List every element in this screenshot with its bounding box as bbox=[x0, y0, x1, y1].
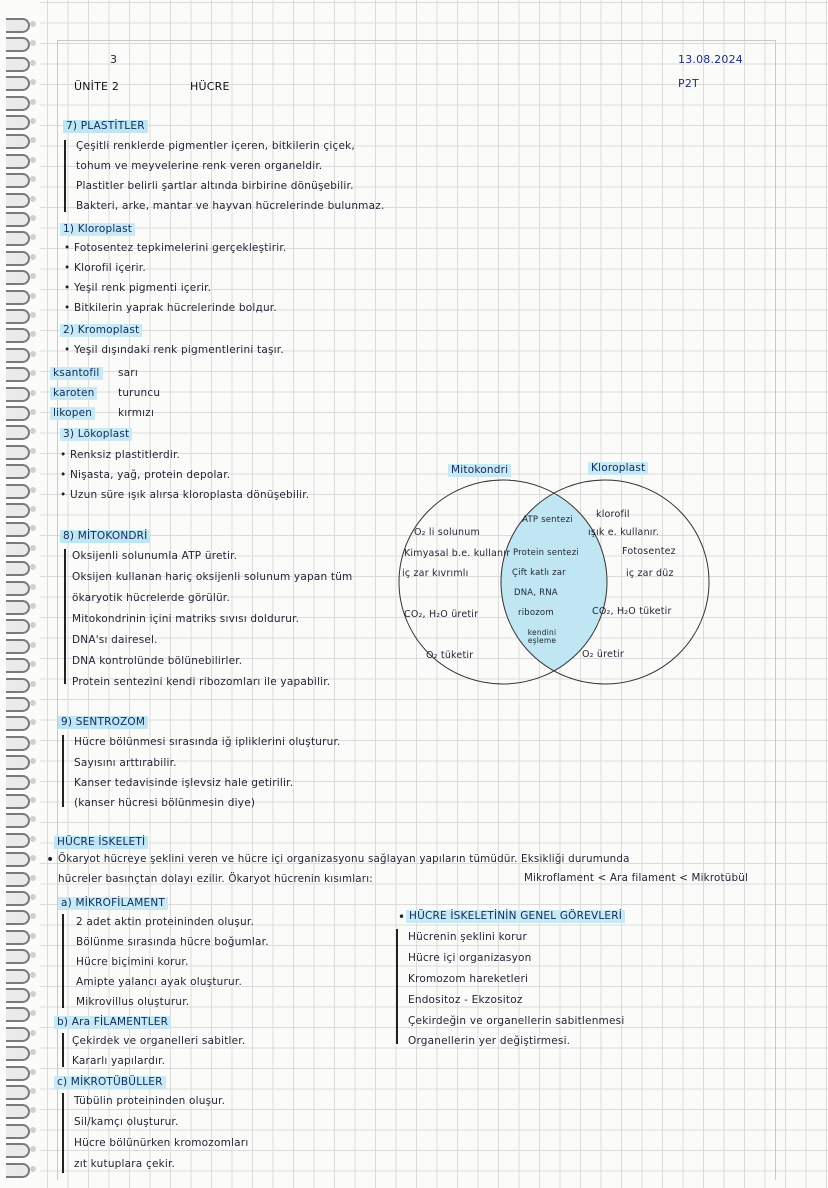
venn-left-item: CO₂, H₂O üretir bbox=[404, 609, 479, 620]
plastids-line: Çeşitli renklerde pigmentler içeren, bitkilerin çiçek, bbox=[76, 140, 355, 152]
spiral-ring bbox=[6, 600, 30, 615]
spiral-ring bbox=[6, 1066, 30, 1081]
general-heading: HÜCRE İSKELETİNİN GENEL GÖREVLERİ bbox=[406, 910, 625, 923]
plastids-line: Bakteri, arke, mantar ve hayvan hücrelerinde bulunmaz. bbox=[76, 200, 385, 212]
microfilament-line: 2 adet aktin proteininden oluşur. bbox=[76, 916, 254, 928]
spiral-ring bbox=[6, 1007, 30, 1022]
spiral-ring bbox=[6, 406, 30, 421]
venn-middle-item: ribozom bbox=[518, 608, 554, 618]
plastids-line: tohum ve meyvelerine renk veren organeldir. bbox=[76, 160, 323, 172]
general-bullet: • bbox=[398, 910, 406, 924]
microtubule-heading: c) MİKROTÜBÜLLER bbox=[54, 1076, 166, 1089]
binding-hole bbox=[30, 778, 36, 784]
plastids-bracket bbox=[64, 140, 66, 212]
venn-left-item: iç zar kıvrımlı bbox=[402, 568, 469, 579]
binding-hole bbox=[30, 118, 36, 124]
binding-hole bbox=[30, 836, 36, 842]
microfilament-line: Bölünme sırasında hücre boğumlar. bbox=[76, 936, 269, 948]
binding-hole bbox=[30, 758, 36, 764]
chloroplast-line: • Klorofil içerir. bbox=[74, 263, 146, 274]
intermediate-bracket bbox=[62, 1033, 64, 1067]
venn-left-title: Mitokondri bbox=[448, 464, 511, 477]
spiral-ring bbox=[6, 716, 30, 731]
binding-hole bbox=[30, 700, 36, 706]
microtubule-bracket bbox=[62, 1093, 64, 1173]
binding-hole bbox=[30, 991, 36, 997]
spiral-ring bbox=[6, 1085, 30, 1100]
centrosome-line: Sayısını arttırabilir. bbox=[74, 757, 177, 769]
cytoskeleton-intro: Ökaryot hücreye şeklini veren ve hücre içi organizasyonu sağlayan yapıların tümüdür. Eksikliği durumunda bbox=[58, 853, 630, 865]
general-line: Organellerin yer değiştirmesi. bbox=[408, 1035, 571, 1047]
binding-hole bbox=[30, 913, 36, 919]
spiral-ring bbox=[6, 18, 30, 33]
spiral-ring bbox=[6, 658, 30, 673]
top-border-line bbox=[57, 40, 776, 41]
margin-line bbox=[57, 40, 58, 1180]
venn-right-item: Fotosentez bbox=[622, 546, 676, 557]
spiral-ring bbox=[6, 76, 30, 91]
binding-hole bbox=[30, 603, 36, 609]
pigment-color: sarı bbox=[118, 367, 138, 379]
chloroplast-line: • Fotosentez tepkimelerini gerçekleştirir. bbox=[74, 243, 286, 254]
spiral-ring bbox=[6, 328, 30, 343]
mitochondria-line: DNA kontrolünde bölünebilirler. bbox=[72, 655, 243, 667]
microtubule-line: Hücre bölünürken kromozomları bbox=[74, 1137, 249, 1149]
spiral-ring bbox=[6, 212, 30, 227]
binding-hole bbox=[30, 584, 36, 590]
venn-right-item: klorofil bbox=[596, 509, 630, 520]
binding-hole bbox=[30, 312, 36, 318]
spiral-binding bbox=[0, 0, 40, 1188]
spiral-ring bbox=[6, 251, 30, 266]
spiral-ring bbox=[6, 910, 30, 925]
pigment-color: turuncu bbox=[118, 387, 161, 399]
spiral-ring bbox=[6, 348, 30, 363]
leucoplast-line: • Nişasta, yağ, protein depolar. bbox=[70, 470, 230, 481]
mitochondria-line: DNA'sı dairesel. bbox=[72, 634, 158, 646]
binding-hole bbox=[30, 719, 36, 725]
binding-hole bbox=[30, 40, 36, 46]
spiral-ring bbox=[6, 231, 30, 246]
spiral-ring bbox=[6, 542, 30, 557]
chloroplast-heading: 1) Kloroplast bbox=[60, 223, 135, 236]
spiral-ring bbox=[6, 154, 30, 169]
spiral-ring bbox=[6, 833, 30, 848]
cytoskeleton-heading: HÜCRE İSKELETİ bbox=[54, 836, 148, 849]
microfilament-line: Mikrovillus oluşturur. bbox=[76, 996, 190, 1008]
binding-hole bbox=[30, 215, 36, 221]
binding-hole bbox=[30, 21, 36, 27]
spiral-ring bbox=[6, 930, 30, 945]
spiral-ring bbox=[6, 813, 30, 828]
microfilament-heading: a) MİKROFİLAMENT bbox=[58, 897, 168, 910]
venn-middle-item: DNA, RNA bbox=[514, 588, 558, 598]
microtubule-line: zıt kutuplara çekir. bbox=[74, 1158, 176, 1170]
binding-hole bbox=[30, 1166, 36, 1172]
general-line: Endositoz - Ekzositoz bbox=[408, 994, 523, 1006]
centrosome-bracket bbox=[62, 735, 64, 807]
spiral-ring bbox=[6, 1046, 30, 1061]
spiral-ring bbox=[6, 872, 30, 887]
chloroplast-line: • Yeşil renk pigmenti içerir. bbox=[74, 283, 211, 294]
binding-hole bbox=[30, 254, 36, 260]
mitochondria-line: Oksijen kullanan hariç oksijenli solunum yapan tüm bbox=[72, 571, 353, 583]
spiral-ring bbox=[6, 852, 30, 867]
centrosome-line: (kanser hücresi bölünmesin diye) bbox=[74, 797, 256, 809]
right-border-line bbox=[775, 40, 776, 1180]
spiral-ring bbox=[6, 581, 30, 596]
binding-hole bbox=[30, 622, 36, 628]
binding-hole bbox=[30, 816, 36, 822]
microtubule-line: Tübülin proteininden oluşur. bbox=[74, 1095, 226, 1107]
spiral-ring bbox=[6, 290, 30, 305]
venn-right-item: ışık e. kullanır. bbox=[588, 527, 660, 538]
binding-hole bbox=[30, 545, 36, 551]
day-label: P2T bbox=[678, 77, 699, 90]
spiral-ring bbox=[6, 1143, 30, 1158]
spiral-ring bbox=[6, 1124, 30, 1139]
spiral-ring bbox=[6, 445, 30, 460]
venn-left-item: Kimyasal b.e. kullanır bbox=[404, 548, 511, 559]
mitochondria-line: Oksijenli solunumla ATP üretir. bbox=[72, 550, 238, 562]
binding-hole bbox=[30, 60, 36, 66]
binding-hole bbox=[30, 506, 36, 512]
spiral-ring bbox=[6, 794, 30, 809]
spiral-ring bbox=[6, 193, 30, 208]
binding-hole bbox=[30, 797, 36, 803]
pigment-color: kırmızı bbox=[118, 407, 155, 419]
spiral-ring bbox=[6, 1104, 30, 1119]
spiral-ring bbox=[6, 464, 30, 479]
binding-hole bbox=[30, 1088, 36, 1094]
spiral-ring bbox=[6, 639, 30, 654]
binding-hole bbox=[30, 448, 36, 454]
venn-right-title: Kloroplast bbox=[588, 462, 648, 475]
spiral-ring bbox=[6, 173, 30, 188]
spiral-ring bbox=[6, 1027, 30, 1042]
binding-hole bbox=[30, 176, 36, 182]
spiral-ring bbox=[6, 367, 30, 382]
binding-hole bbox=[30, 739, 36, 745]
binding-hole bbox=[30, 273, 36, 279]
spiral-ring bbox=[6, 561, 30, 576]
binding-hole bbox=[30, 972, 36, 978]
spiral-ring bbox=[6, 736, 30, 751]
mitochondria-line: Mitokondrinin içini matriks sıvısı doldurur. bbox=[72, 613, 300, 625]
binding-hole bbox=[30, 234, 36, 240]
mitochondria-bracket bbox=[64, 549, 66, 684]
binding-hole bbox=[30, 642, 36, 648]
spiral-ring bbox=[6, 678, 30, 693]
spiral-ring bbox=[6, 755, 30, 770]
binding-hole bbox=[30, 855, 36, 861]
centrosome-line: Kanser tedavisinde işlevsiz hale getirilir. bbox=[74, 777, 294, 789]
spiral-ring bbox=[6, 522, 30, 537]
venn-right-item: O₂ üretir bbox=[582, 649, 624, 660]
binding-hole bbox=[30, 564, 36, 570]
binding-hole bbox=[30, 351, 36, 357]
intermediate-line: Kararlı yapılardır. bbox=[72, 1055, 166, 1067]
binding-hole bbox=[30, 1146, 36, 1152]
binding-hole bbox=[30, 933, 36, 939]
date-label: 13.08.2024 bbox=[678, 53, 743, 66]
venn-left-item: O₂ li solunum bbox=[414, 527, 480, 538]
cytoskeleton-intro-highlight: Mikroflament < Ara filament < Mikrotübül bbox=[524, 872, 749, 884]
binding-hole bbox=[30, 875, 36, 881]
binding-hole bbox=[30, 1010, 36, 1016]
general-line: Çekirdeğin ve organellerin sabitlenmesi bbox=[408, 1015, 625, 1027]
leucoplast-heading: 3) Lökoplast bbox=[60, 428, 132, 441]
binding-hole bbox=[30, 1107, 36, 1113]
cytoskeleton-intro: hücreler basınçtan dolayı ezilir. Ökaryot hücrenin kısımları: bbox=[58, 873, 373, 885]
microfilament-bracket bbox=[62, 914, 64, 1008]
venn-right-item: iç zar düz bbox=[626, 568, 674, 579]
unit-label: ÜNİTE 2 bbox=[74, 80, 120, 93]
venn-middle-item: Çift katlı zar bbox=[512, 568, 566, 578]
chromoplast-line: • Yeşil dışındaki renk pigmentlerini taşır. bbox=[74, 345, 284, 356]
binding-hole bbox=[30, 952, 36, 958]
microfilament-line: Hücre biçimini korur. bbox=[76, 956, 189, 968]
spiral-ring bbox=[6, 115, 30, 130]
general-line: Hücrenin şeklini korur bbox=[408, 931, 528, 943]
mitochondria-line: Protein sentezini kendi ribozomları ile yapabilir. bbox=[72, 676, 331, 688]
leucoplast-line: • Uzun süre ışık alırsa kloroplasta dönüşebilir. bbox=[70, 490, 309, 501]
spiral-ring bbox=[6, 425, 30, 440]
binding-hole bbox=[30, 487, 36, 493]
topic-label: HÜCRE bbox=[190, 80, 230, 93]
spiral-ring bbox=[6, 96, 30, 111]
spiral-ring bbox=[6, 387, 30, 402]
binding-hole bbox=[30, 331, 36, 337]
spiral-ring bbox=[6, 270, 30, 285]
binding-hole bbox=[30, 681, 36, 687]
binding-hole bbox=[30, 525, 36, 531]
venn-middle-item: Protein sentezi bbox=[513, 548, 579, 558]
spiral-ring bbox=[6, 775, 30, 790]
spiral-ring bbox=[6, 891, 30, 906]
venn-right-item: CO₂, H₂O tüketir bbox=[592, 606, 672, 617]
microfilament-line: Amipte yalancı ayak oluşturur. bbox=[76, 976, 242, 988]
pigment-name: likopen bbox=[50, 407, 95, 420]
binding-hole bbox=[30, 137, 36, 143]
intermediate-line: Çekirdek ve organelleri sabitler. bbox=[72, 1035, 246, 1047]
spiral-ring bbox=[6, 57, 30, 72]
binding-hole bbox=[30, 428, 36, 434]
microtubule-line: Sil/kamçı oluşturur. bbox=[74, 1116, 179, 1128]
binding-hole bbox=[30, 196, 36, 202]
venn-middle-item: ATP sentezi bbox=[522, 515, 573, 525]
mitochondria-line: ökaryotik hücrelerde görülür. bbox=[72, 592, 230, 604]
spiral-ring bbox=[6, 37, 30, 52]
binding-hole bbox=[30, 894, 36, 900]
centrosome-line: Hücre bölünmesi sırasında iğ ipliklerini oluşturur. bbox=[74, 736, 341, 748]
pigment-name: ksantofil bbox=[50, 367, 103, 380]
chloroplast-line: • Bitkilerin yaprak hücrelerinde bolдur. bbox=[74, 303, 277, 314]
spiral-ring bbox=[6, 1163, 30, 1178]
plastids-line: Plastitler belirli şartlar altında birbirine dönüşebilir. bbox=[76, 180, 354, 192]
binding-hole bbox=[30, 99, 36, 105]
page-number: 3 bbox=[110, 53, 118, 66]
spiral-ring bbox=[6, 484, 30, 499]
mitochondria-heading: 8) MİTOKONDRİ bbox=[60, 530, 150, 543]
spiral-ring bbox=[6, 619, 30, 634]
binding-hole bbox=[30, 157, 36, 163]
binding-hole bbox=[30, 1049, 36, 1055]
spiral-ring bbox=[6, 503, 30, 518]
leucoplast-line: • Renksiz plastitlerdir. bbox=[70, 450, 180, 461]
binding-hole bbox=[30, 1030, 36, 1036]
binding-hole bbox=[30, 467, 36, 473]
binding-hole bbox=[30, 293, 36, 299]
general-line: Kromozom hareketleri bbox=[408, 973, 529, 985]
spiral-ring bbox=[6, 969, 30, 984]
intermediate-heading: b) Ara FİLAMENTLER bbox=[54, 1016, 171, 1029]
binding-hole bbox=[30, 390, 36, 396]
venn-left-item: O₂ tüketir bbox=[426, 650, 474, 661]
spiral-ring bbox=[6, 134, 30, 149]
spiral-ring bbox=[6, 949, 30, 964]
spiral-ring bbox=[6, 697, 30, 712]
pigment-name: karoten bbox=[50, 387, 97, 400]
intro-bullet: • bbox=[46, 852, 55, 868]
binding-hole bbox=[30, 661, 36, 667]
spiral-ring bbox=[6, 988, 30, 1003]
spiral-ring bbox=[6, 309, 30, 324]
plastids-heading: 7) PLASTİTLER bbox=[63, 120, 148, 133]
centrosome-heading: 9) SENTROZOM bbox=[58, 716, 148, 729]
binding-hole bbox=[30, 370, 36, 376]
general-bracket bbox=[396, 929, 398, 1044]
general-line: Hücre içi organizasyon bbox=[408, 952, 532, 964]
chromoplast-heading: 2) Kromoplast bbox=[60, 324, 142, 337]
venn-middle-item: kendini eşleme bbox=[527, 628, 557, 646]
binding-hole bbox=[30, 1069, 36, 1075]
binding-hole bbox=[30, 1127, 36, 1133]
binding-hole bbox=[30, 79, 36, 85]
binding-hole bbox=[30, 409, 36, 415]
